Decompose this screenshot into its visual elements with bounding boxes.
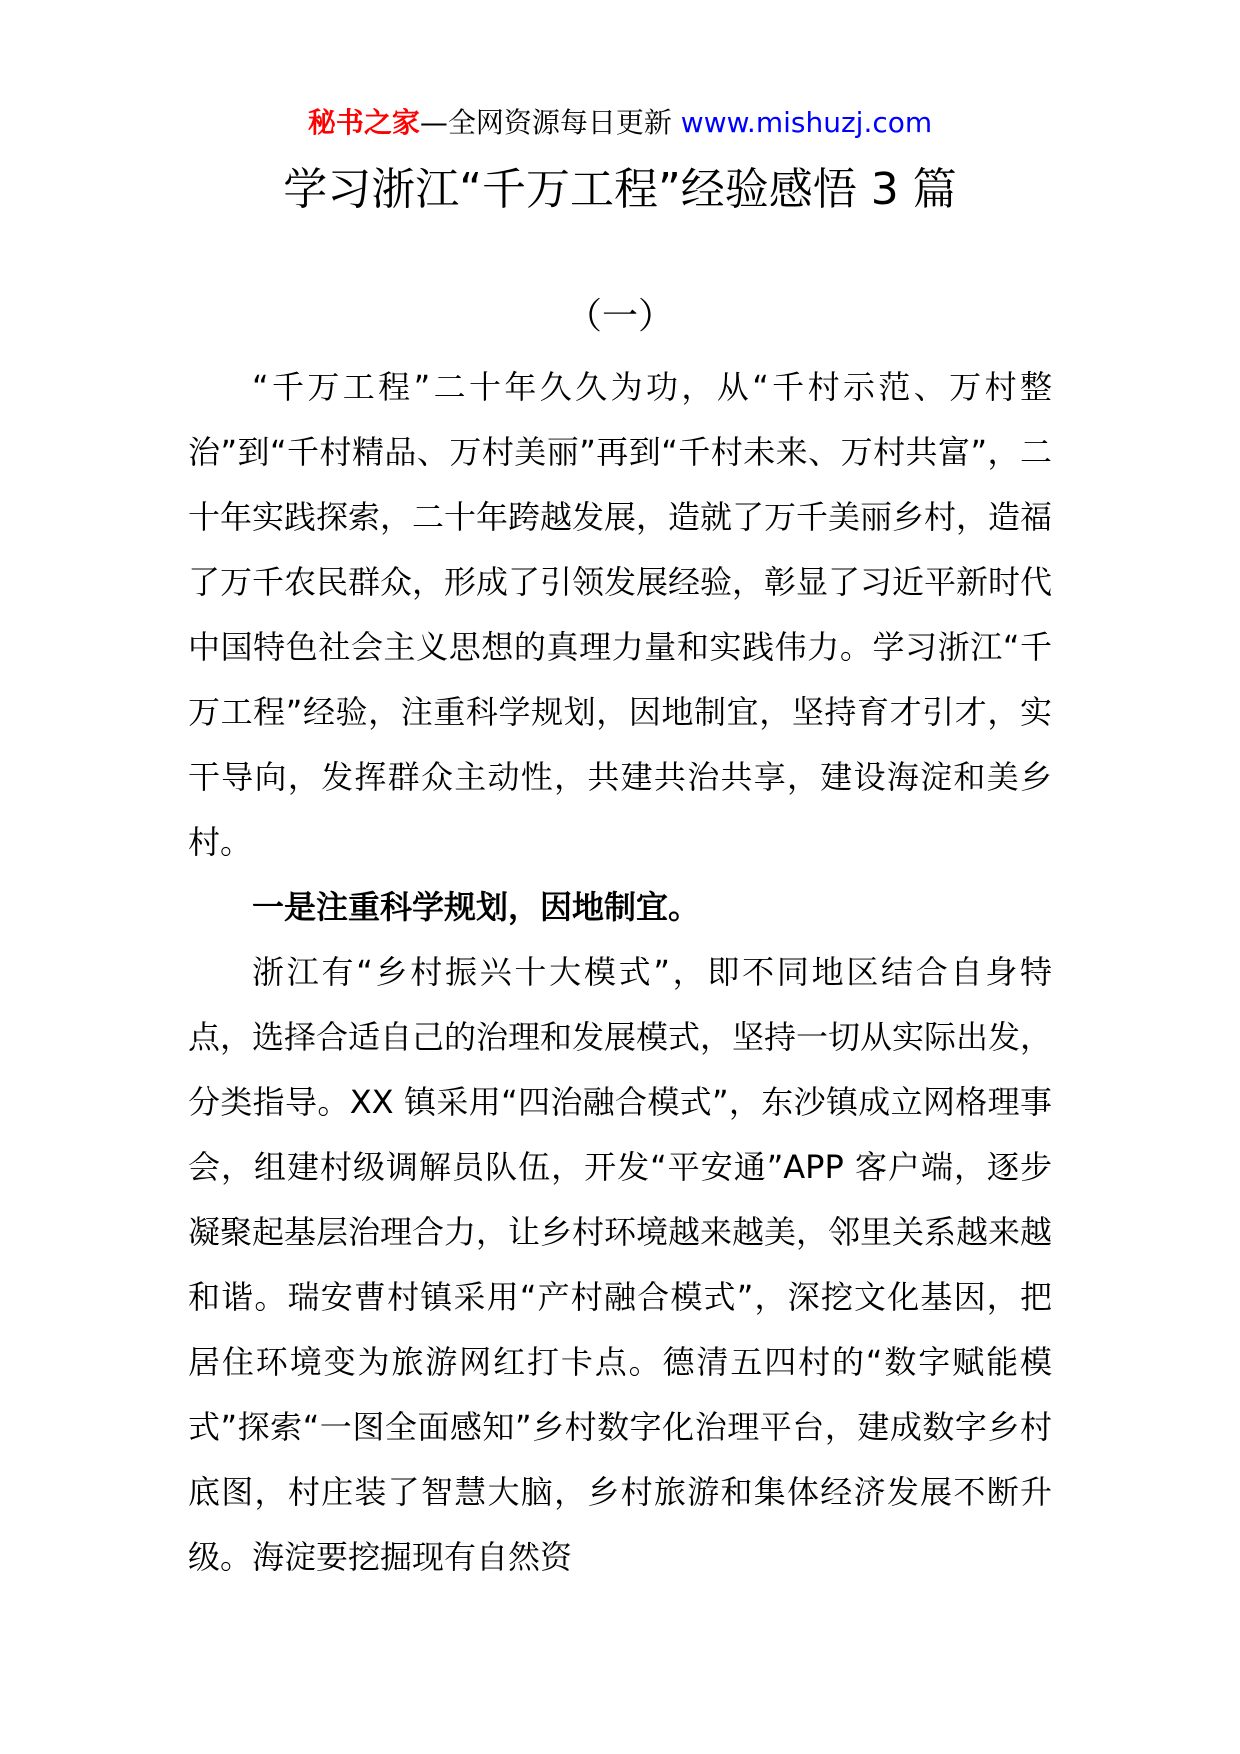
document-title: 学习浙江“千万工程”经验感悟 3 篇 bbox=[283, 164, 957, 215]
body-paragraph: 浙江有“乡村振兴十大模式”，即不同地区结合自身特点，选择合适自己的治理和发展模式，坚持一切从实际出发，分类指导。XX 镇采用“四治融合模式”，东沙镇成立网格理事会，组建村级调解员队伍，开发“平安通”APP 客户端，逐步凝聚起基层治理合力，让乡村环境越来越美，邻里关系越来越和谐。瑞安曹村镇采用“产村融合模式”，深挖文化基因，把居住环境变为旅游网红打卡点。德清五四村的“数字赋能模式”探索“一图全面感知”乡村数字化治理平台，建成数字乡村底图，村庄装了智慧大脑，乡村旅游和集体经济发展不断升级。海淀要挖掘现有自然资 bbox=[188, 953, 1053, 1576]
site-url-link[interactable]: www.mishuzj.com bbox=[680, 106, 933, 139]
body-paragraph: “千万工程”二十年久久为功，从“千村示范、万村整治”到“千村精品、万村美丽”再到“千村未来、万村共富”，二十年实践探索，二十年跨越发展，造就了万千美丽乡村，造福了万千农民群众，形成了引领发展经验，彰显了习近平新时代中国特色社会主义思想的真理力量和实践伟力。学习浙江“千万工程”经验，注重科学规划，因地制宜，坚持育才引才，实干导向，发挥群众主动性，共建共治共享，建设海淀和美乡村。 bbox=[188, 368, 1053, 861]
document-body bbox=[188, 355, 1052, 1590]
site-slogan: —全网资源每日更新 bbox=[419, 106, 672, 139]
site-brand: 秘书之家 bbox=[307, 106, 420, 139]
section-heading: 一是注重科学规划，因地制宜。 bbox=[252, 888, 701, 926]
section-number: （一） bbox=[565, 296, 674, 337]
site-header bbox=[0, 103, 1240, 143]
